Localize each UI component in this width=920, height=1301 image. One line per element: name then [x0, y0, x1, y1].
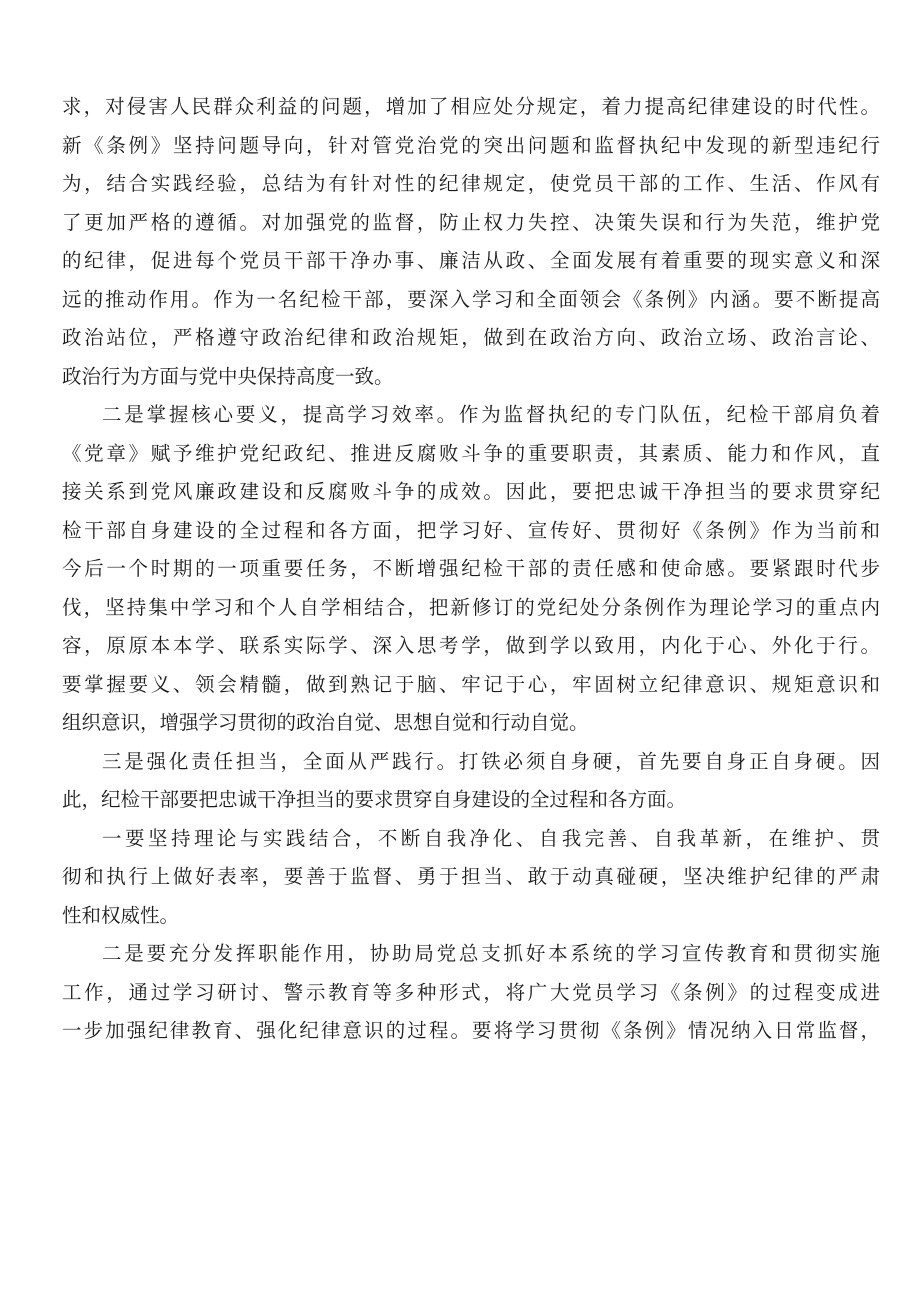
text-line: 性和权威性。 — [62, 903, 180, 927]
text-line: 远的推动作用。作为一名纪检干部，要深入学习和全面领会《条例》内涵。要不断提高 — [62, 287, 880, 311]
text-line: 的纪律，促进每个党员干部干净办事、廉洁从政、全面发展有着重要的现实意义和深 — [62, 249, 880, 272]
text-line: 了更加严格的遵循。对加强党的监督，防止权力失控、决策失误和行为失范，维护党 — [62, 210, 880, 234]
text-line: 《党章》赋予维护党纪政纪、推进反腐败斗争的重要职责，其素质、能力和作风，直 — [62, 441, 880, 465]
paragraph-3 — [62, 743, 880, 820]
text-line: 政治站位，严格遵守政治纪律和政治规矩，做到在政治方向、政治立场、政治言论、 — [62, 326, 880, 349]
paragraph-4 — [62, 820, 880, 936]
text-line: 彻和执行上做好表率，要善于监督、勇于担当、敢于动真碰硬，坚决维护纪律的严肃 — [62, 865, 880, 888]
text-line: 一要坚持理论与实践结合，不断自我净化、自我完善、自我革新，在维护、贯 — [102, 826, 880, 850]
text-line: 一步加强纪律教育、强化纪律意识的过程。要将学习贯彻《条例》情况纳入日常监督， — [62, 1019, 880, 1042]
text-line: 要掌握要义、领会精髓，做到熟记于脑、牢记于心，牢固树立纪律意识、规矩意识和 — [62, 672, 880, 696]
text-line: 检干部自身建设的全过程和各方面，把学习好、宣传好、贯彻好《条例》作为当前和 — [62, 518, 880, 542]
text-line: 新《条例》坚持问题导向，针对管党治党的突出问题和监督执纪中发现的新型违纪行 — [62, 133, 880, 157]
paragraph-1-continued — [62, 88, 880, 396]
text-line: 接关系到党风廉政建设和反腐败斗争的成效。因此，要把忠诚干净担当的要求贯穿纪 — [62, 480, 880, 503]
text-line: 组织意识，增强学习贯彻的政治自觉、思想自觉和行动自觉。 — [62, 711, 589, 734]
text-line: 此，纪检干部要把忠诚干净担当的要求贯穿自身建设的全过程和各方面。 — [62, 788, 687, 811]
text-line: 三是强化责任担当，全面从严践行。打铁必须自身硬，首先要自身正自身硬。因 — [102, 749, 880, 773]
text-line: 容，原原本本学、联系实际学、深入思考学，做到学以致用，内化于心、外化于行。 — [62, 634, 880, 657]
paragraph-5 — [62, 935, 880, 1051]
text-line: 二是要充分发挥职能作用，协助局党总支抓好本系统的学习宣传教育和贯彻实施 — [102, 942, 880, 965]
text-line: 工作，通过学习研讨、警示教育等多种形式，将广大党员学习《条例》的过程变成进 — [62, 980, 880, 1004]
text-line: 二是掌握核心要义，提高学习效率。作为监督执纪的专门队伍，纪检干部肩负着 — [102, 403, 880, 426]
paragraph-2 — [62, 396, 880, 743]
text-line: 伐，坚持集中学习和个人自学相结合，把新修订的党纪处分条例作为理论学习的重点内 — [62, 595, 880, 619]
text-line: 为，结合实践经验，总结为有针对性的纪律规定，使党员干部的工作、生活、作风有 — [62, 172, 880, 195]
text-line: 今后一个时期的一项重要任务，不断增强纪检干部的责任感和使命感。要紧跟时代步 — [62, 557, 880, 580]
text-line: 求，对侵害人民群众利益的问题，增加了相应处分规定，着力提高纪律建设的时代性。 — [62, 95, 880, 118]
document-page — [62, 88, 880, 1051]
text-line: 政治行为方面与党中央保持高度一致。 — [62, 364, 394, 388]
